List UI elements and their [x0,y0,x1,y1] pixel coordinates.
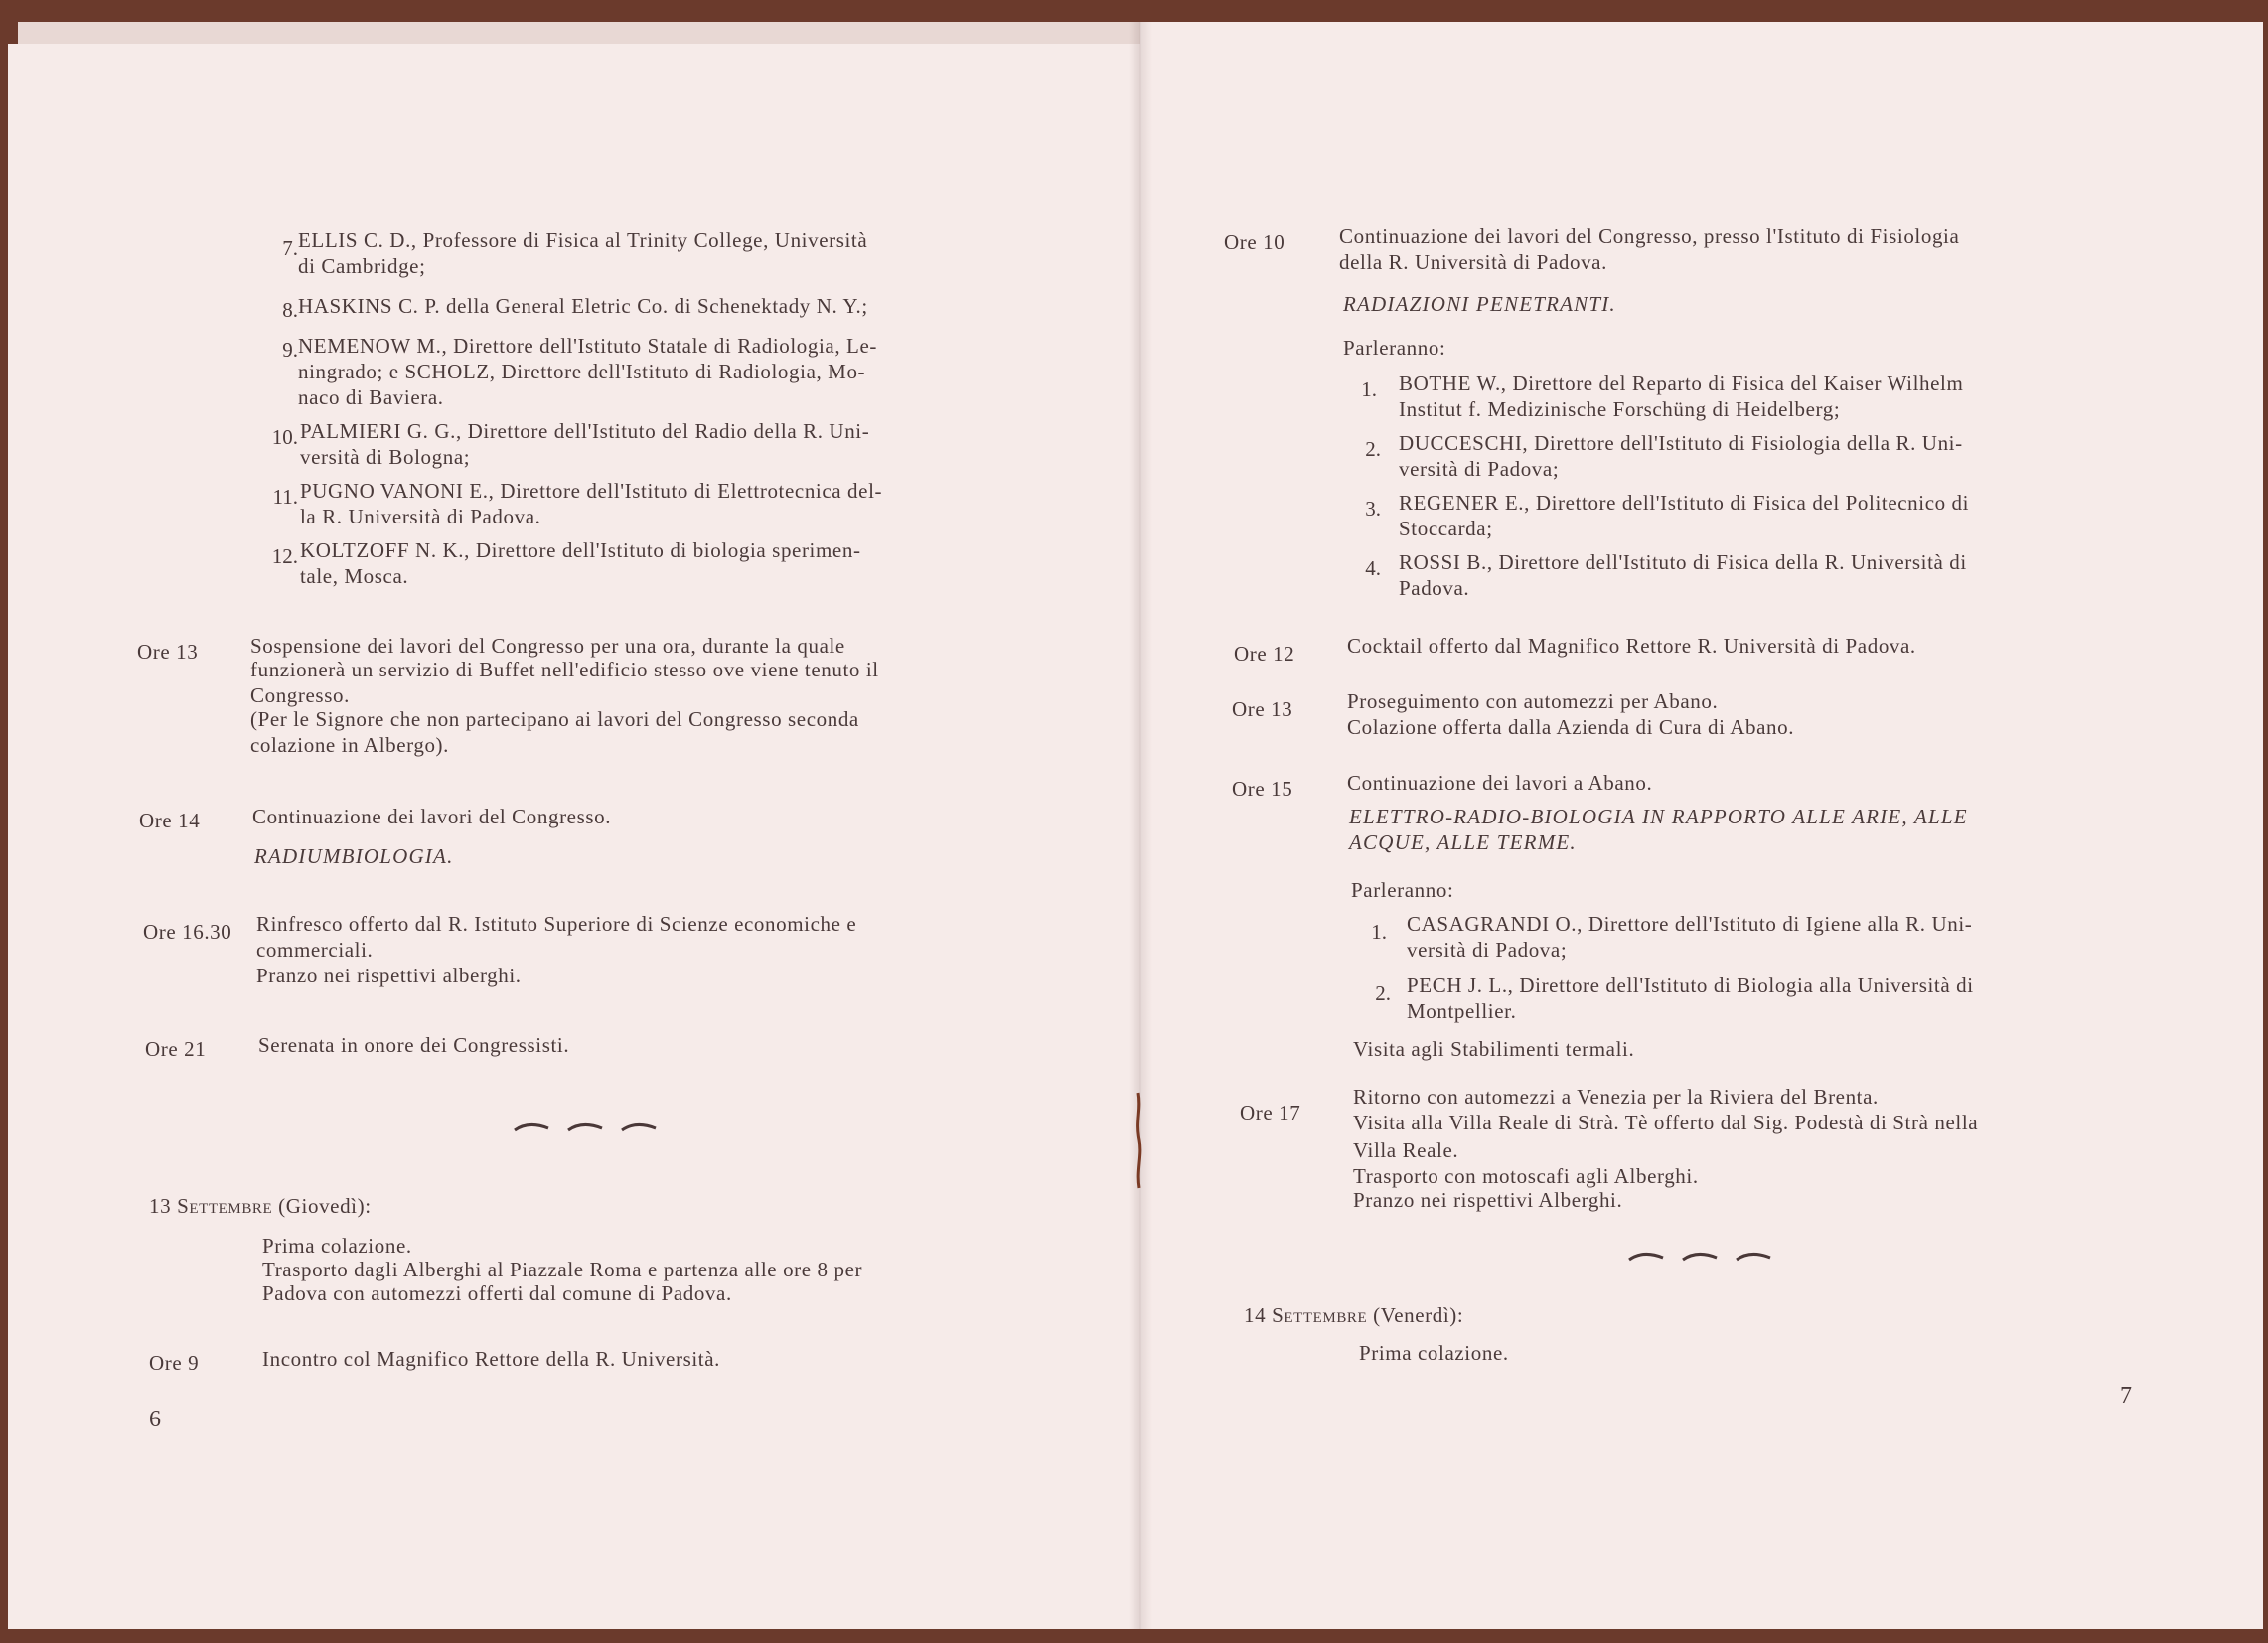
list-number: 7. [282,236,298,260]
page-number: 6 [149,1407,161,1432]
speakers-label: Parleranno: [1351,878,1454,902]
section-heading: ELETTRO-RADIO-BIOLOGIA IN RAPPORTO ALLE ARIE, ALLE [1349,805,1968,828]
ornament-divider [509,1119,668,1138]
list-number: 9. [282,338,298,362]
list-item-text: la R. Università di Padova. [300,505,541,528]
list-number: 3. [1365,497,1381,521]
list-item-text: BOTHE W., Direttore del Reparto di Fisica del Kaiser Wilhelm [1399,372,1964,395]
list-item-text: versità di Padova; [1399,457,1560,481]
schedule-text: Sospensione dei lavori del Congresso per una ora, durante la quale [250,634,845,658]
day-weekday: (Venerdì): [1373,1303,1464,1327]
schedule-text: Congresso. [250,683,350,707]
list-item-text: PECH J. L., Direttore dell'Istituto di Biologia alla Università di [1407,973,1974,997]
time-label: Ore 15 [1232,777,1293,801]
day-month: Settembre [1272,1303,1368,1327]
schedule-text: Trasporto con motoscafi agli Alberghi. [1353,1164,1699,1188]
section-heading: ACQUE, ALLE TERME. [1349,830,1577,854]
list-item-text: Institut f. Medizinische Forschüng di Heidelberg; [1399,397,1841,421]
list-number: 4. [1365,556,1381,580]
list-item-text: naco di Baviera. [298,385,444,409]
list-item-text: NEMENOW M., Direttore dell'Istituto Statale di Radiologia, Le- [298,334,877,358]
schedule-text: Continuazione dei lavori a Abano. [1347,771,1653,795]
ornament-divider [1623,1248,1782,1268]
list-item-text: versità di Bologna; [300,445,471,469]
day-month: Settembre [177,1194,273,1218]
day-weekday: (Giovedì): [278,1194,372,1218]
list-item-text: versità di Padova; [1407,938,1568,962]
schedule-text: Visita agli Stabilimenti termali. [1353,1037,1635,1061]
time-label: Ore 17 [1240,1101,1301,1124]
schedule-text: Pranzo nei rispettivi Alberghi. [1353,1188,1623,1212]
schedule-text: Visita alla Villa Reale di Strà. Tè offerto dal Sig. Podestà di Strà nella [1353,1111,1979,1134]
list-number: 10. [271,425,298,449]
time-label: Ore 21 [145,1037,207,1061]
day-number: 13 [149,1194,172,1218]
list-item-text: Padova. [1399,576,1470,600]
list-number: 11. [272,485,298,509]
left-page [8,44,1140,1629]
schedule-text: Incontro col Magnifico Rettore della R. Università. [262,1347,720,1371]
list-item-text: ELLIS C. D., Professore di Fisica al Trinity College, Università [298,228,868,252]
list-item-text: PUGNO VANONI E., Direttore dell'Istituto di Elettrotecnica del- [300,479,883,503]
schedule-text: Pranzo nei rispettivi alberghi. [256,964,522,987]
schedule-text: colazione in Albergo). [250,733,450,757]
time-label: Ore 13 [137,640,199,664]
schedule-text: Ritorno con automezzi a Venezia per la Riviera del Brenta. [1353,1085,1879,1109]
list-number: 8. [282,298,298,322]
schedule-text: Prima colazione. [1359,1341,1509,1365]
schedule-text: commerciali. [256,938,374,962]
schedule-text: Rinfresco offerto dal R. Istituto Superiore di Scienze economiche e [256,912,857,936]
list-item-text: ningrado; e SCHOLZ, Direttore dell'Istituto di Radiologia, Mo- [298,360,866,383]
schedule-text: Trasporto dagli Alberghi al Piazzale Roma e partenza alle ore 8 per [262,1258,863,1281]
time-label: Ore 16.30 [143,920,232,944]
page-fold [1129,22,1152,1629]
schedule-text: (Per le Signore che non partecipano ai lavori del Congresso seconda [250,707,859,731]
schedule-text: Continuazione dei lavori del Congresso, presso l'Istituto di Fisiologia [1339,224,1960,248]
time-label: Ore 10 [1224,230,1285,254]
page-number: 7 [2120,1383,2132,1409]
list-item-text: KOLTZOFF N. K., Direttore dell'Istituto di biologia sperimen- [300,538,861,562]
list-number: 1. [1371,920,1387,944]
list-item-text: REGENER E., Direttore dell'Istituto di Fisica del Politecnico di [1399,491,1970,515]
schedule-text: Villa Reale. [1353,1138,1459,1162]
schedule-text: Continuazione dei lavori del Congresso. [252,805,612,828]
schedule-text: Colazione offerta dalla Azienda di Cura di Abano. [1347,715,1795,739]
time-label: Ore 14 [139,809,201,832]
list-item-text: DUCCESCHI, Direttore dell'Istituto di Fisiologia della R. Uni- [1399,431,1963,455]
list-item-text: PALMIERI G. G., Direttore dell'Istituto del Radio della R. Uni- [300,419,870,443]
day-number: 14 [1244,1303,1267,1327]
binding-thread [1134,1091,1143,1190]
section-heading: RADIUMBIOLOGIA. [254,844,454,868]
schedule-text: funzionerà un servizio di Buffet nell'edificio stesso ove viene tenuto il [250,658,879,681]
list-item-text: CASAGRANDI O., Direttore dell'Istituto di Igiene alla R. Uni- [1407,912,1973,936]
list-item-text: Stoccarda; [1399,517,1493,540]
schedule-text: della R. Università di Padova. [1339,250,1607,274]
list-number: 1. [1361,377,1377,401]
day-heading [149,1194,372,1219]
section-heading: RADIAZIONI PENETRANTI. [1343,292,1616,316]
schedule-text: Prima colazione. [262,1234,412,1258]
list-number: 2. [1375,981,1391,1005]
schedule-text: Cocktail offerto dal Magnifico Rettore R. Università di Padova. [1347,634,1916,658]
speakers-label: Parleranno: [1343,336,1446,360]
list-item-text: HASKINS C. P. della General Eletric Co. di Schenektady N. Y.; [298,294,868,318]
list-item-text: Montpellier. [1407,999,1517,1023]
list-number: 2. [1365,437,1381,461]
list-item-text: ROSSI B., Direttore dell'Istituto di Fisica della R. Università di [1399,550,1967,574]
list-item-text: tale, Mosca. [300,564,409,588]
schedule-text: Serenata in onore dei Congressisti. [258,1033,570,1057]
time-label: Ore 9 [149,1351,200,1375]
list-item-text: di Cambridge; [298,254,426,278]
list-number: 12. [271,544,298,568]
time-label: Ore 12 [1234,642,1295,666]
time-label: Ore 13 [1232,697,1293,721]
schedule-text: Padova con automezzi offerti dal comune di Padova. [262,1281,732,1305]
schedule-text: Proseguimento con automezzi per Abano. [1347,689,1719,713]
day-heading [1244,1303,1463,1328]
